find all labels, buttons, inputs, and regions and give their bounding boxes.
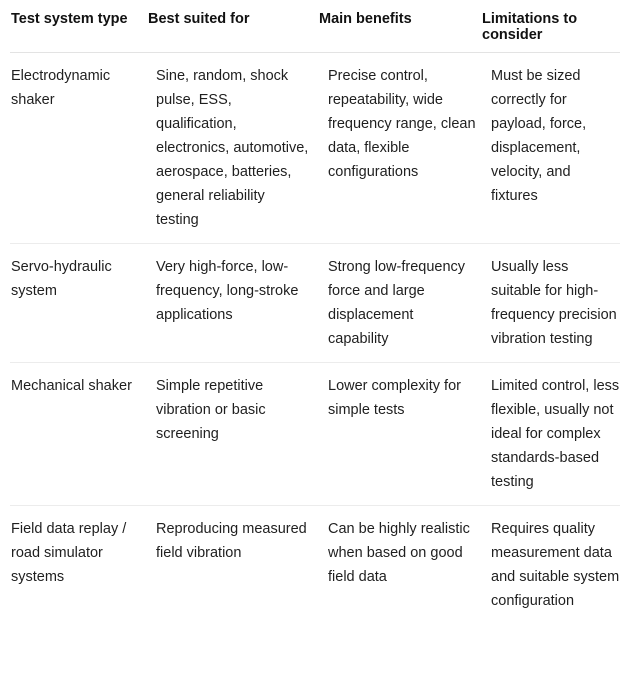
header-main-benefits: Main benefits — [319, 0, 482, 53]
cell-limitations: Requires quality measurement data and suitable system configuration — [491, 521, 620, 609]
cell-main-benefits: Lower complexity for simple tests — [319, 363, 482, 506]
cell-main-benefits: Precise control, repeatability, wide frequency range, clean data, flexible configurations — [319, 53, 482, 244]
cell-system-type: Mechanical shaker — [10, 363, 148, 506]
table-header — [10, 0, 620, 53]
table-row — [10, 363, 620, 506]
cell-best-suited-for: Sine, random, shock pulse, ESS, qualification, electronics, automotive, aerospace, batteries, general reliability testing — [148, 53, 319, 244]
header-test-system-type: Test system type — [10, 0, 148, 53]
cell-best-suited-for: Reproducing measured field vibration — [156, 521, 307, 561]
header-limitations: Limitations to consider — [482, 0, 620, 53]
cell-best-suited-for: Simple repetitive vibration or basic screening — [148, 363, 319, 506]
test-system-comparison-table — [10, 0, 620, 624]
cell-system-type: Field data replay / road simulator systems — [11, 521, 127, 585]
cell-main-benefits: Can be highly realistic when based on good field data — [328, 521, 470, 585]
cell-main-benefits: Strong low-frequency force and large displacement capability — [319, 244, 482, 363]
table-row — [10, 53, 620, 244]
cell-limitations: Usually less suitable for high-frequency precision vibration testing — [482, 244, 620, 363]
table-body — [10, 53, 620, 625]
cell-system-type: Servo-hydraulic system — [10, 244, 148, 363]
cell-system-type: Electrodynamic shaker — [10, 53, 148, 244]
header-row — [10, 0, 620, 53]
cell-best-suited-for: Very high-force, low-frequency, long-stroke applications — [148, 244, 319, 363]
table-row — [10, 506, 620, 625]
table-row — [10, 244, 620, 363]
cell-limitations: Limited control, less flexible, usually not ideal for complex standards-based testing — [482, 363, 620, 506]
header-best-suited-for: Best suited for — [148, 0, 319, 53]
cell-limitations: Must be sized correctly for payload, force, displacement, velocity, and fixtures — [482, 53, 620, 244]
